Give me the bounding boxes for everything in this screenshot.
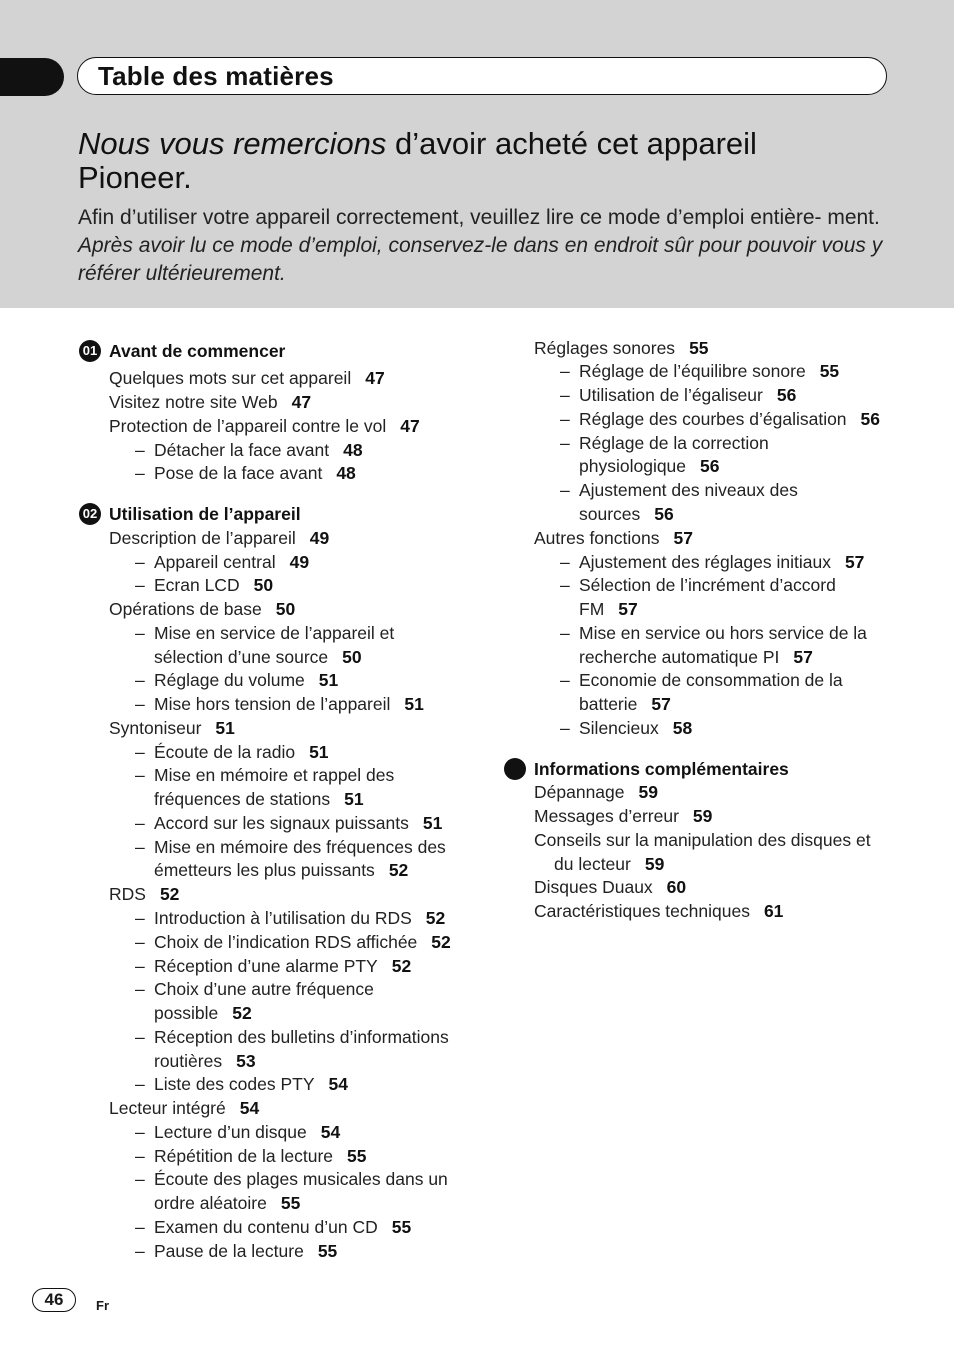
- toc-entry-text: Protection de l’appareil contre le vol: [109, 416, 387, 436]
- toc-entry-text: Ajustement des réglages initiaux: [579, 552, 831, 572]
- toc-entry-text: Appareil central: [154, 552, 276, 572]
- toc-entry-text: Disques Duaux: [534, 877, 653, 897]
- dash-bullet: –: [135, 670, 145, 690]
- toc-subentry[interactable]: [579, 669, 843, 691]
- toc-subentry[interactable]: [154, 551, 309, 573]
- chapter-badge-03: [504, 758, 526, 780]
- toc-entry-text: Mise en mémoire des fréquences des: [154, 837, 446, 857]
- dash-bullet: –: [135, 623, 145, 643]
- toc-entry-text: fréquences de stations: [154, 789, 331, 809]
- chapter-title[interactable]: Avant de commencer: [109, 341, 286, 361]
- toc-subentry-cont[interactable]: [579, 646, 813, 668]
- toc-entry-text: Réception d’une alarme PTY: [154, 956, 378, 976]
- dash-bullet: –: [560, 433, 570, 453]
- dash-bullet: –: [560, 623, 570, 643]
- dash-bullet: –: [135, 908, 145, 928]
- toc-entry-text: Quelques mots sur cet appareil: [109, 368, 352, 388]
- toc-entry[interactable]: [534, 876, 686, 898]
- toc-entry-text: Mise en mémoire et rappel des: [154, 765, 395, 785]
- toc-entry-text: du lecteur: [554, 854, 631, 874]
- dash-bullet: –: [135, 765, 145, 785]
- dash-bullet: –: [135, 575, 145, 595]
- toc-entry-text: Répétition de la lecture: [154, 1146, 333, 1166]
- toc-page-number: 51: [309, 742, 329, 762]
- dash-bullet: –: [135, 1241, 145, 1261]
- toc-entry[interactable]: [534, 527, 693, 549]
- toc-page-number: 55: [391, 1217, 412, 1237]
- toc-subentry[interactable]: [154, 1216, 411, 1238]
- toc-entry[interactable]: [534, 337, 709, 359]
- toc-page-number: 55: [347, 1146, 367, 1166]
- toc-entry-text: Silencieux: [579, 718, 659, 738]
- toc-subentry[interactable]: [154, 1026, 449, 1048]
- toc-entry-text: routières: [154, 1051, 223, 1071]
- toc-page-number: 59: [692, 806, 713, 826]
- toc-entry-text: Pause de la lecture: [154, 1241, 304, 1261]
- toc-page-number: 52: [425, 908, 446, 928]
- toc-entry[interactable]: [109, 391, 311, 413]
- toc-subentry[interactable]: [154, 955, 411, 977]
- toc-page-number: 52: [388, 860, 409, 880]
- toc-subentry-cont[interactable]: [154, 1002, 252, 1024]
- toc-page-number: 60: [666, 877, 687, 897]
- toc-entry-text: Conseils sur la manipulation des disques et: [534, 830, 871, 850]
- toc-page-number: 52: [391, 956, 412, 976]
- toc-entry[interactable]: [109, 598, 295, 620]
- toc-page-number: 47: [291, 392, 312, 412]
- toc-page-number: 51: [344, 789, 364, 809]
- toc-subentry[interactable]: [154, 693, 424, 715]
- toc-entry-text: Choix de l’indication RDS affichée: [154, 932, 418, 952]
- dash-bullet: –: [560, 480, 570, 500]
- toc-entry-text: Choix d’une autre fréquence: [154, 979, 374, 999]
- toc-entry-text: Réglage de l’équilibre sonore: [579, 361, 806, 381]
- thanks-heading: [78, 127, 898, 195]
- toc-entry-text: Mise hors tension de l’appareil: [154, 694, 391, 714]
- toc-page-number: 56: [654, 504, 674, 524]
- toc-page-number: 50: [275, 599, 296, 619]
- toc-page-number: 47: [365, 368, 385, 388]
- toc-entry-text: Lecteur intégré: [109, 1098, 226, 1118]
- toc-entry-text: Pose de la face avant: [154, 463, 323, 483]
- toc-page-number: 57: [844, 552, 865, 572]
- toc-page-number: 50: [253, 575, 274, 595]
- toc-entry-text: Réglage du volume: [154, 670, 305, 690]
- toc-entry-text: émetteurs les plus puissants: [154, 860, 375, 880]
- toc-entry-text: Détacher la face avant: [154, 440, 330, 460]
- toc-entry[interactable]: [109, 1097, 259, 1119]
- chapter-badge-01: 01: [79, 340, 101, 362]
- toc-page-number: 52: [159, 884, 180, 904]
- dash-bullet: –: [135, 932, 145, 952]
- thanks-line2: Pioneer.: [78, 160, 192, 195]
- toc-entry[interactable]: [109, 415, 420, 437]
- dash-bullet: –: [135, 1074, 145, 1094]
- toc-entry[interactable]: [534, 781, 658, 803]
- toc-page-number: 51: [318, 670, 339, 690]
- toc-subentry[interactable]: [579, 479, 798, 501]
- toc-subentry-cont[interactable]: [154, 646, 362, 668]
- toc-entry[interactable]: [109, 883, 179, 905]
- toc-entry-text: sources: [579, 504, 641, 524]
- section-tab-marker: [0, 58, 64, 96]
- toc-subentry[interactable]: [154, 574, 273, 596]
- dash-bullet: –: [135, 440, 145, 460]
- toc-page-number: 59: [638, 782, 658, 802]
- toc-subentry[interactable]: [579, 551, 864, 573]
- toc-page-number: 59: [644, 854, 665, 874]
- toc-entry-text: Écoute de la radio: [154, 742, 296, 762]
- toc-entry-text: Sélection de l’incrément d’accord: [579, 575, 836, 595]
- toc-entry[interactable]: [534, 805, 712, 827]
- toc-entry-text: Écoute des plages musicales dans un: [154, 1169, 448, 1189]
- toc-entry-text: Description de l’appareil: [109, 528, 296, 548]
- toc-entry-text: ordre aléatoire: [154, 1193, 267, 1213]
- dash-bullet: –: [560, 409, 570, 429]
- dash-bullet: –: [135, 813, 145, 833]
- toc-page-number: 55: [819, 361, 840, 381]
- toc-subentry[interactable]: [154, 1168, 448, 1190]
- toc-entry-text: physiologique: [579, 456, 687, 476]
- toc-page-number: 54: [239, 1098, 260, 1118]
- intro-italic: Après avoir lu ce mode d’emploi, conservez-le dans en endroit sûr pour pouvoir vous y référer ultérieurement.: [78, 234, 883, 285]
- toc-page-number: 48: [343, 440, 363, 460]
- toc-subentry[interactable]: [579, 360, 839, 382]
- thanks-italic: Nous vous remercions: [78, 126, 387, 161]
- toc-subentry-cont[interactable]: [154, 788, 364, 810]
- dash-bullet: –: [135, 979, 145, 999]
- toc-page-number: 56: [700, 456, 720, 476]
- toc-page-number: 57: [793, 647, 813, 667]
- toc-subentry[interactable]: [154, 669, 338, 691]
- toc-subentry[interactable]: [579, 384, 796, 406]
- toc-entry-text: Mise en service ou hors service de la: [579, 623, 867, 643]
- language-label: Fr: [96, 1298, 109, 1313]
- toc-entry-text: sélection d’une source: [154, 647, 329, 667]
- toc-subentry[interactable]: [154, 812, 442, 834]
- toc-entry-text: Introduction à l’utilisation du RDS: [154, 908, 412, 928]
- toc-subentry[interactable]: [579, 408, 880, 430]
- toc-entry-cont[interactable]: [554, 853, 664, 875]
- dash-bullet: –: [135, 742, 145, 762]
- toc-page-number: 56: [860, 409, 881, 429]
- toc-subentry[interactable]: [154, 622, 394, 644]
- toc-entry-text: Réception des bulletins d’informations: [154, 1027, 449, 1047]
- toc-entry-text: Ecran LCD: [154, 575, 240, 595]
- chapter-title[interactable]: Informations complémentaires: [534, 759, 789, 779]
- toc-subentry[interactable]: [579, 432, 769, 454]
- dash-bullet: –: [560, 361, 570, 381]
- toc-subentry-cont[interactable]: [579, 503, 674, 525]
- toc-subentry[interactable]: [154, 439, 363, 461]
- toc-entry-text: Messages d’erreur: [534, 806, 679, 826]
- toc-entry-text: Accord sur les signaux puissants: [154, 813, 409, 833]
- toc-page-number: 57: [651, 694, 671, 714]
- dash-bullet: –: [135, 1217, 145, 1237]
- toc-entry-text: Mise en service de l’appareil et: [154, 623, 395, 643]
- dash-bullet: –: [135, 463, 145, 483]
- toc-page-number: 54: [320, 1122, 341, 1142]
- section-header: [77, 57, 887, 95]
- toc-page-number: 49: [309, 528, 330, 548]
- dash-bullet: –: [135, 1169, 145, 1189]
- toc-entry-text: Réglage des courbes d’égalisation: [579, 409, 847, 429]
- chapter-badge-02: 02: [79, 503, 101, 525]
- toc-subentry[interactable]: [154, 1145, 366, 1167]
- toc-entry-text: Economie de consommation de la: [579, 670, 843, 690]
- toc-subentry[interactable]: [154, 836, 446, 858]
- toc-page-number: 55: [317, 1241, 338, 1261]
- toc-subentry[interactable]: [579, 574, 836, 596]
- toc-page-number: 54: [328, 1074, 348, 1094]
- dash-bullet: –: [560, 718, 570, 738]
- dash-bullet: –: [135, 956, 145, 976]
- dash-bullet: –: [135, 694, 145, 714]
- toc-subentry[interactable]: [154, 1121, 340, 1143]
- dash-bullet: –: [135, 552, 145, 572]
- toc-entry[interactable]: [109, 527, 329, 549]
- toc-entry-text: Syntoniseur: [109, 718, 202, 738]
- toc-entry-text: possible: [154, 1003, 219, 1023]
- toc-entry-text: Visitez notre site Web: [109, 392, 278, 412]
- toc-page-number: 61: [763, 901, 784, 921]
- dash-bullet: –: [135, 1122, 145, 1142]
- section-title: Table des matières: [98, 61, 334, 91]
- toc-page-number: 52: [232, 1003, 252, 1023]
- toc-subentry[interactable]: [579, 717, 692, 739]
- toc-page-number: 51: [404, 694, 424, 714]
- toc-subentry[interactable]: [154, 978, 374, 1000]
- toc-entry-text: Ajustement des niveaux des: [579, 480, 798, 500]
- toc-page-number: 52: [431, 932, 451, 952]
- toc-subentry[interactable]: [154, 1073, 348, 1095]
- toc-entry-text: Autres fonctions: [534, 528, 660, 548]
- dash-bullet: –: [135, 1027, 145, 1047]
- toc-page-number: 56: [776, 385, 797, 405]
- chapter-title[interactable]: Utilisation de l’appareil: [109, 504, 301, 524]
- dash-bullet: –: [560, 670, 570, 690]
- toc-subentry[interactable]: [154, 907, 445, 929]
- toc-page-number: 51: [422, 813, 443, 833]
- toc-subentry[interactable]: [154, 764, 394, 786]
- toc-entry-text: recherche automatique PI: [579, 647, 780, 667]
- toc-entry-text: Réglages sonores: [534, 338, 676, 358]
- toc-entry[interactable]: [109, 717, 235, 739]
- toc-entry[interactable]: [534, 829, 871, 851]
- toc-page-number: 57: [618, 599, 638, 619]
- toc-entry[interactable]: [109, 367, 385, 389]
- toc-page-number: 55: [280, 1193, 301, 1213]
- dash-bullet: –: [560, 552, 570, 572]
- page-number: 46: [32, 1288, 76, 1312]
- thanks-rest: d’avoir acheté cet appareil: [386, 126, 757, 161]
- toc-entry-text: FM: [579, 599, 605, 619]
- toc-page-number: 49: [289, 552, 310, 572]
- toc-page-number: 51: [215, 718, 235, 738]
- toc-page-number: 57: [673, 528, 693, 548]
- intro-paragraph: [78, 204, 893, 288]
- toc-entry-text: RDS: [109, 884, 146, 904]
- toc-page-number: 53: [236, 1051, 256, 1071]
- toc-entry-text: Lecture d’un disque: [154, 1122, 307, 1142]
- intro-normal: Afin d’utiliser votre appareil correctement, veuillez lire ce mode d’emploi entière- ment.: [78, 206, 880, 229]
- toc-subentry-cont[interactable]: [579, 693, 671, 715]
- toc-subentry-cont[interactable]: [154, 1050, 256, 1072]
- toc-subentry[interactable]: [579, 622, 867, 644]
- dash-bullet: –: [560, 385, 570, 405]
- toc-page-number: 55: [689, 338, 709, 358]
- toc-subentry[interactable]: [154, 1240, 337, 1262]
- toc-subentry-cont[interactable]: [154, 1192, 300, 1214]
- toc-entry-text: Examen du contenu d’un CD: [154, 1217, 378, 1237]
- toc-entry-text: Dépannage: [534, 782, 625, 802]
- toc-subentry-cont[interactable]: [579, 455, 720, 477]
- toc-page-number: 47: [400, 416, 420, 436]
- dash-bullet: –: [135, 1146, 145, 1166]
- toc-entry-text: Utilisation de l’égaliseur: [579, 385, 763, 405]
- toc-subentry-cont[interactable]: [154, 859, 408, 881]
- toc-entry-text: batterie: [579, 694, 638, 714]
- toc-subentry[interactable]: [154, 741, 329, 763]
- toc-page-number: 48: [336, 463, 356, 483]
- toc-page-number: 58: [672, 718, 693, 738]
- toc-entry-text: Réglage de la correction: [579, 433, 769, 453]
- dash-bullet: –: [560, 575, 570, 595]
- toc-entry-text: Opérations de base: [109, 599, 262, 619]
- toc-entry[interactable]: [534, 900, 783, 922]
- toc-subentry-cont[interactable]: [579, 598, 638, 620]
- toc-subentry[interactable]: [154, 931, 451, 953]
- toc-entry-text: Caractéristiques techniques: [534, 901, 750, 921]
- toc-page-number: 50: [342, 647, 362, 667]
- toc-entry-text: Liste des codes PTY: [154, 1074, 315, 1094]
- toc-subentry[interactable]: [154, 462, 356, 484]
- dash-bullet: –: [135, 837, 145, 857]
